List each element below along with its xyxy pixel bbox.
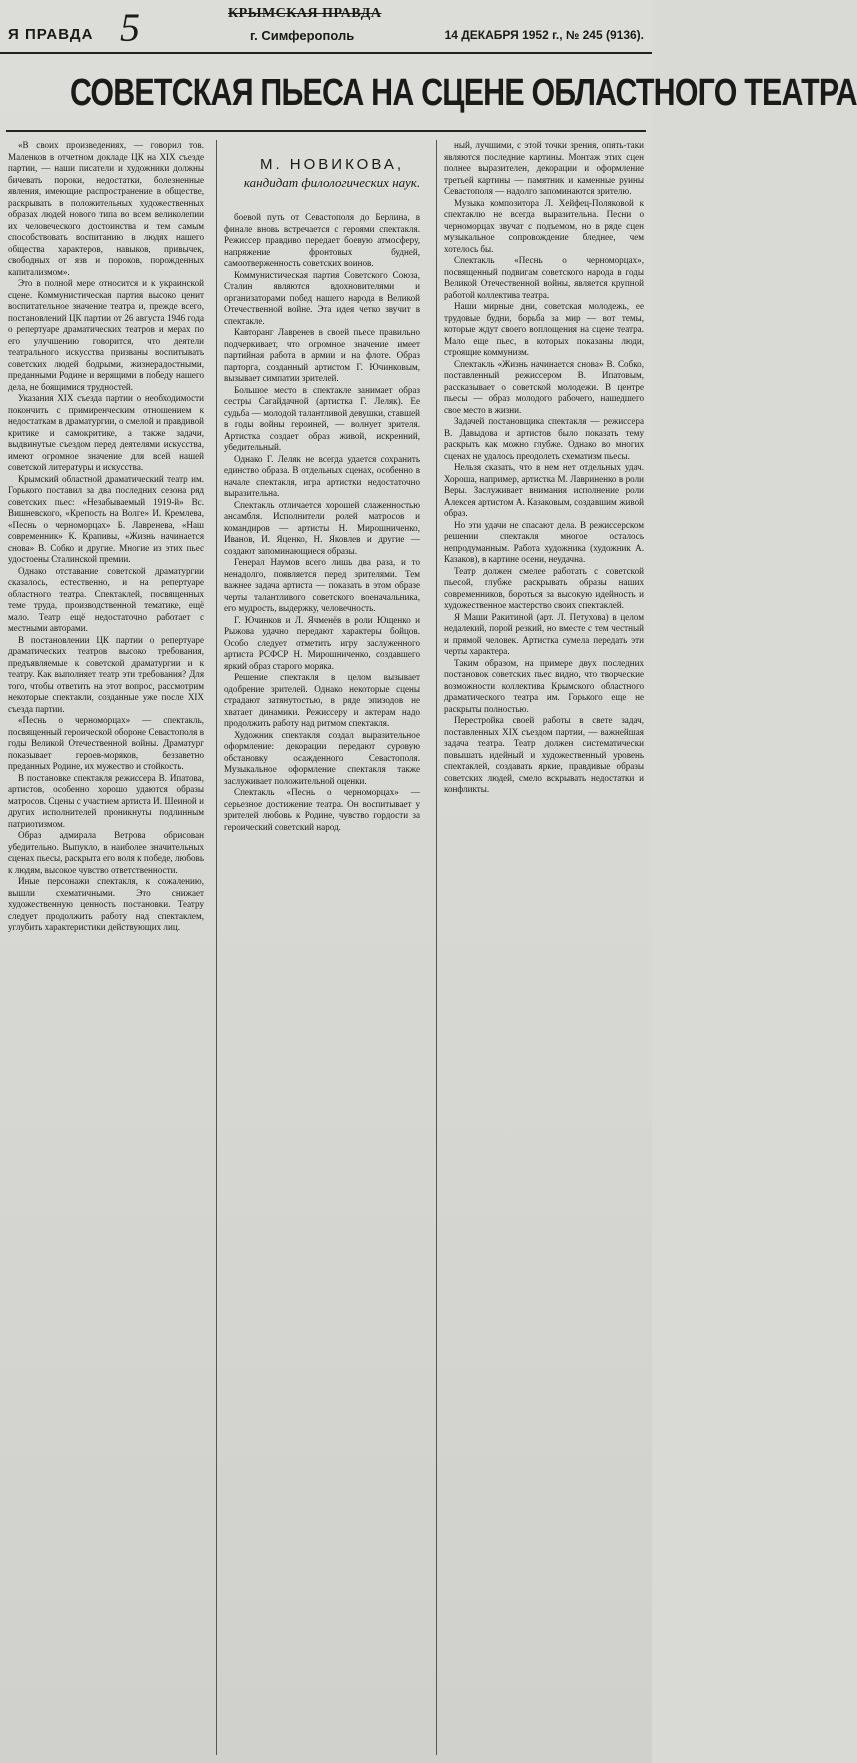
- city-label: г. Симферополь: [250, 28, 355, 43]
- article-paragraph: Спектакль «Жизнь начинается снова» В. Собко, поставленный режиссером В. Ипатовым, рассказывает о советской молодежи. В центре пьесы — образ молодого рабочего, нашедшего свое место в жизни.: [444, 358, 644, 415]
- author-block: [222, 138, 442, 202]
- article-paragraph: Перестройка своей работы в свете задач, поставленных XIX съездом партии, — важнейшая задача театра. Театр должен систематически повышать идейный и художественный уровень спектаклей, создавать яркие, правдивые образы советских людей, смело вскрывать недостатки и конфликты.: [444, 715, 644, 794]
- article-paragraph: Крымский областной драматический театр им. Горького поставил за два последних сезона ряд советских пьес: «Незабываемый 1919-й» Вс. Вишневского, «Крепость на Волге» И. Кремлева, «Песнь о черноморцах» Б. Лавренева, «Наш современник» К. Крапивы, «Жизнь начинается снова» В. Собко и другие. Многие из этих пьес удостоены Сталинской премии.: [8, 473, 204, 564]
- issue-date: 14 ДЕКАБРЯ 1952 г., № 245 (9136).: [444, 28, 644, 42]
- article-paragraph: Я Маши Ракитиной (арт. Л. Петухова) в целом недалекий, порой резкий, но вместе с тем честный и прямой человек. Артистка сумела передать эти черты характера.: [444, 611, 644, 656]
- article-paragraph: Большое место в спектакле занимает образ сестры Сагайдачной (артистка Г. Леляк). Ее судьба — молодой талантливой девушки, ставшей в годы войны героиней, — волнует зрителя. Артистка создает образ живой, искренний, убедительный.: [224, 384, 420, 452]
- article-paragraph: Это в полной мере относится и к украинской сцене. Коммунистическая партия высоко ценит воспитательное значение театра и, прежде всего, постановлений ЦК партии от 26 августа 1946 года о репертуаре драматических театров и мерах по его улучшению говорится, что деятели театрального искусства призваны воспитывать советских людей бодрыми, жизнерадостными, преданными Родине и верящими в победу нашего дела, не боящимися трудностей.: [8, 278, 204, 392]
- article-headline: СОВЕТСКАЯ ПЬЕСА НА СЦЕНЕ ОБЛАСТНОГО ТЕАТРА: [70, 72, 857, 114]
- masthead: [0, 0, 652, 54]
- article-paragraph: Коммунистическая партия Советского Союза, Сталин являются вдохновителями и организаторами побед нашего народа в Великой Отечественной войне. Эта идея четко звучит в спектакле.: [224, 269, 420, 326]
- column-divider: [436, 140, 437, 1755]
- article-paragraph: Генерал Наумов всего лишь два раза, и то ненадолго, появляется перед зрителями. Тем важнее задача артиста — показать в этом образе черты талантливого советского военачальника, его мудрость, выдержку, человечность.: [224, 557, 420, 613]
- article-paragraph: «В своих произведениях, — говорил тов. Маленков в отчетном докладе ЦК на XIX съезде партии, — наши писатели и художники должны бичевать пороки, недостатки, болезненные явления, имеющие распространение в обществе, раскрывать в положительных художественных образах людей нового типа во всем великолепии их человеческого достоинства и тем самым способствовать воспитанию в людях нашего общества характеров, навыков, привычек, свободных от язв и пороков, порожденных капитализмом».: [8, 140, 204, 277]
- article-paragraph: Однако Г. Леляк не всегда удается сохранить единство образа. В отдельных сценах, особенно в начале спектакля, игра артистки недостаточно выразительна.: [224, 453, 420, 498]
- article-paragraph: В постановке спектакля режиссера В. Ипатова, артистов, особенно хорошо удаются образы матросов. Сцены с участием артиста И. Шеиной и других исполнителей проникнуты подлинным патриотизмом.: [8, 772, 204, 829]
- article-paragraph: Задачей постановщика спектакля — режиссера В. Давыдова и артистов было показать тему раскрыть как можно глубже. Однако во многих сценах не удалось преодолеть схематизм пьесы.: [444, 416, 644, 461]
- article-paragraph: Таким образом, на примере двух последних постановок советских пьес видно, что творческие возможности коллектива Крымского областного драматического театра им. Горького еще не раскрыты полностью.: [444, 657, 644, 714]
- article-paragraph: Г. Ючинков и Л. Ячменёв в роли Ющенко и Рыжова удачно передают характеры бойцов. Особо следует отметить игру заслуженного артиста РСФСР Н. Мирошниченко, создавшего яркий образ старого моряка.: [224, 614, 420, 671]
- article-paragraph: Но эти удачи не спасают дела. В режиссерском решении спектакля многое осталось непродуманным. Работа художника (художник А. Казаков), в картине осени, неудачна.: [444, 519, 644, 564]
- headline-divider: [6, 130, 646, 132]
- author-title: кандидат филологических наук.: [243, 175, 421, 190]
- column-1: [8, 140, 204, 1755]
- article-paragraph: ный, лучшими, с этой точки зрения, опять-таки являются последние картины. Монтаж этих сцен полнее выразителен, декорации и оформление третьей картины — памятник и каменные руины Севастополя — надолго запоминаются зрителю.: [444, 140, 644, 196]
- article-paragraph: Спектакль «Песнь о черноморцах» — серьезное достижение театра. Он воспитывает у зрителей любовь к Родине, чувство гордости за героический советский народ.: [224, 787, 420, 832]
- article-paragraph: Кавторанг Лавренев в своей пьесе правильно подчеркивает, что огромное значение имеет партийная работа в армии и на флоте. Образ парторга, созданный артистом Г. Ючинковым, вызывает симпатии зрителей.: [224, 327, 420, 383]
- column-divider: [216, 140, 217, 1755]
- masthead-left: Я ПРАВДА: [8, 26, 94, 43]
- handwritten-mark: 5: [120, 5, 140, 50]
- article-paragraph: Спектакль «Песнь о черноморцах», посвященный подвигам советского народа в годы Великой Отечественной войны, является крупной работой коллектива театра.: [444, 255, 644, 300]
- article-paragraph: Спектакль отличается хорошей слаженностью ансамбля. Исполнители ролей матросов и командиров — артисты Н. Мирошниченко, Иванов, И. Яценко, Н. Яковлев и другие — создают запоминающиеся образы.: [224, 499, 420, 556]
- article-paragraph: боевой путь от Севастополя до Берлина, в финале вновь встречается с героями спектакля. Режиссер правдиво передает боевую атмосферу, напряжение фронтовых будней, самоотверженность советских воинов.: [224, 212, 420, 268]
- article-paragraph: Наши мирные дни, советская молодежь, ее трудовые будни, борьба за мир — вот темы, которые ждут своего воплощения на сцене театра. Мало еще пьес, в которых показаны люди, строящие коммунизм.: [444, 301, 644, 357]
- column-2: [224, 212, 420, 1755]
- article-paragraph: Однако отставание советской драматургии сказалось, естественно, и на репертуаре областного театра. Спектаклей, посвященных теме труда, производственной тематике, ещё мало. Театр ещё недостаточно работает с местными авторами.: [8, 565, 204, 633]
- article-paragraph: Решение спектакля в целом вызывает одобрение зрителей. Однако некоторые сцены страдают затянутостью, в ряде эпизодов не хватает динамики. Режиссеру и актерам надо продолжить работу над ритмом спектакля.: [224, 672, 420, 728]
- article-paragraph: Художник спектакля создал выразительное оформление: декорации передают суровую обстановку осажденного Севастополя. Музыкальное оформление спектакля также заслуживает положительной оценки.: [224, 729, 420, 786]
- article-paragraph: В постановлении ЦК партии о репертуаре драматических театров высоко требования, предъявляемые к советской драматургии и к театру. Как выполняет театр эти требования? Для того, чтобы ответить на этот вопрос, рассмотрим некоторые спектакли, созданные уже после XIX съезда партии.: [8, 634, 204, 714]
- article-paragraph: «Песнь о черноморцах» — спектакль, посвященный героической обороне Севастополя в годы Великой Отечественной войны. Драматург показывает героев-моряков, беззаветно преданных Родине, их мужество и стойкость.: [8, 715, 204, 771]
- article-paragraph: Иные персонажи спектакля, к сожалению, вышли схематичными. Это снижает художественную ценность постановки. Театру следует продолжить работу над спектаклем, углубить характеристики действующих лиц.: [8, 876, 204, 932]
- article-paragraph: Музыка композитора Л. Хейфец-Поляковой к спектаклю не всегда выразительна. Песни о черноморцах звучат с подъемом, но в ряде сцен музыкальное сопровождение бледнее, чем хотелось бы.: [444, 197, 644, 254]
- author-name: М. НОВИКОВА,: [259, 156, 405, 173]
- column-3: [444, 140, 644, 1755]
- article-paragraph: Нельзя сказать, что в нем нет отдельных удач. Хороша, например, артистка М. Лавриненко в роли Веры. Заслуживает внимания исполнение роли Алексея артистом А. Казаковым, создавшим живой образ.: [444, 462, 644, 518]
- article-paragraph: Образ адмирала Ветрова обрисован убедительно. Выпукло, в наиболее значительных сценах пьесы, раскрыта его воля к победе, любовь к людям, высокое чувство ответственности.: [8, 830, 204, 875]
- article-paragraph: Театр должен смелее работать с советской пьесой, глубже раскрывать образы наших современников, бороться за высокую идейность и художественное мастерство своих спектаклей.: [444, 565, 644, 610]
- newspaper-title: КРЫМСКАЯ ПРАВДА: [228, 6, 382, 21]
- article-paragraph: Указания XIX съезда партии о необходимости покончить с примиренческим отношением к недостаткам в драматургии, о смелой и правдивой критике и самокритике, а также задачи, выдвинутые съездом перед деятелями искусства, имеют огромное значение для всей нашей советской литературы и искусства.: [8, 393, 204, 472]
